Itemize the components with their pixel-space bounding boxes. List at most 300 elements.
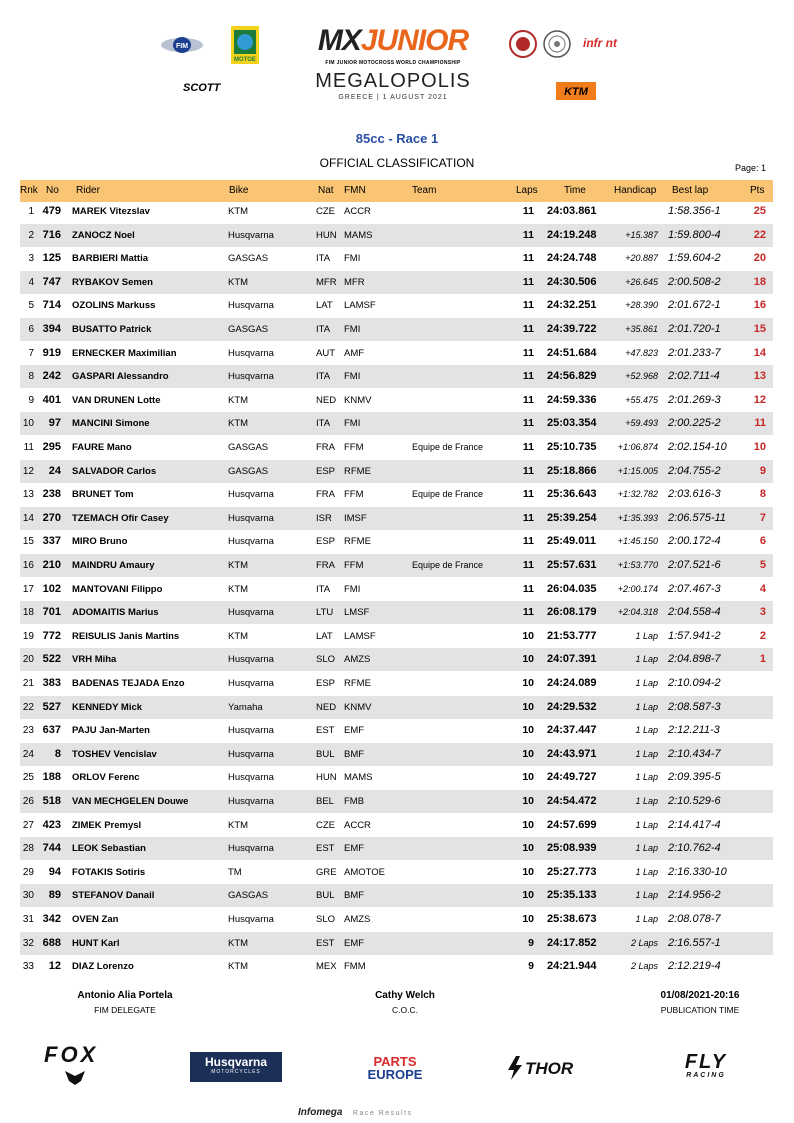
table-row <box>20 884 773 907</box>
nationality: LTU <box>316 607 334 619</box>
bike: GASGAS <box>228 442 269 453</box>
best-lap: 2:01.233-7 <box>668 346 721 359</box>
federation: RFME <box>344 678 371 689</box>
rider-name: ZANOCZ Noel <box>72 229 135 241</box>
rider-name: FOTAKIS Sotiris <box>72 866 146 878</box>
col-nat: Nat <box>318 185 334 196</box>
federation: RFME <box>344 465 371 477</box>
rider-name: PAJU Jan-Marten <box>72 725 150 737</box>
best-lap: 2:02.711-4 <box>668 370 720 383</box>
table-header <box>20 180 773 202</box>
bib-number: 423 <box>42 818 61 831</box>
rider-name: REISULIS Janis Martins <box>72 630 180 642</box>
rank: 16 <box>22 560 34 571</box>
table-row <box>20 743 773 766</box>
bib-number: 270 <box>42 511 61 524</box>
race-time: 24:49.727 <box>547 771 597 784</box>
bike: KTM <box>228 560 249 571</box>
bike: Husqvarna <box>228 772 274 784</box>
fox-label: FOX <box>44 1042 99 1067</box>
nationality: LAT <box>316 300 333 312</box>
nationality: GRE <box>316 866 337 878</box>
laps: 9 <box>528 960 534 973</box>
motoe-logo <box>231 26 259 64</box>
bike: KTM <box>228 937 249 949</box>
scott-label: SCOTT <box>183 82 221 94</box>
rider-name: VAN MECHGELEN Douwe <box>72 796 189 807</box>
laps: 10 <box>522 653 534 666</box>
best-lap: 2:06.575-11 <box>668 511 726 524</box>
nationality: LAT <box>316 630 333 642</box>
nationality: BUL <box>316 748 335 760</box>
laps: 11 <box>522 346 534 359</box>
best-lap: 2:00.508-2 <box>668 275 721 288</box>
race-time: 25:36.643 <box>547 488 597 501</box>
rank: 17 <box>22 583 34 595</box>
table-row <box>20 247 773 270</box>
bib-number: 8 <box>54 747 61 760</box>
rank: 26 <box>22 796 34 807</box>
nationality: CZE <box>316 206 335 217</box>
page-label: Page: 1 <box>735 163 767 173</box>
laps: 11 <box>522 464 534 477</box>
handicap: +59.493 <box>625 418 658 429</box>
bike: Husqvarna <box>228 678 274 689</box>
nationality: FRA <box>316 560 335 571</box>
best-lap: 1:59.604-2 <box>668 252 721 265</box>
table-row <box>20 955 773 978</box>
points: 9 <box>759 464 766 477</box>
bib-number: 24 <box>48 464 61 477</box>
rank: 23 <box>22 725 34 737</box>
table-row <box>20 530 773 553</box>
table-row <box>20 790 773 813</box>
federation: LMSF <box>344 607 370 619</box>
rider-name: HUNT Karl <box>72 937 120 949</box>
handicap: +28.390 <box>625 300 658 311</box>
nationality: ITA <box>316 324 331 335</box>
rider-name: BARBIERI Mattia <box>72 253 149 265</box>
handicap: +20.887 <box>625 253 658 264</box>
best-lap: 2:04.755-2 <box>668 464 721 477</box>
rider-name: DIAZ Lorenzo <box>72 961 134 973</box>
points: 2 <box>759 629 766 642</box>
laps: 11 <box>522 606 534 619</box>
race-time: 24:54.472 <box>547 795 597 807</box>
federation: RFME <box>344 536 371 548</box>
nationality: EST <box>316 843 335 855</box>
laps: 11 <box>522 559 534 571</box>
points: 8 <box>759 488 766 501</box>
nationality: NED <box>316 394 337 406</box>
federation: AMF <box>344 347 365 359</box>
federation: FMB <box>344 796 365 807</box>
bike: GASGAS <box>228 324 269 335</box>
mx-subtitle: FIM JUNIOR MOTOCROSS WORLD CHAMPIONSHIP <box>325 60 461 66</box>
coc-name: Cathy Welch <box>375 990 435 1001</box>
bib-number: 716 <box>42 228 61 241</box>
race-time: 24:07.391 <box>547 653 597 666</box>
table-row <box>20 719 773 742</box>
race-time: 24:32.251 <box>547 299 597 312</box>
laps: 10 <box>522 865 534 878</box>
fly-racing-logo <box>660 1052 752 1084</box>
rider-name: VRH Miha <box>72 654 117 666</box>
best-lap: 2:12.211-3 <box>668 724 720 737</box>
table-row <box>20 412 773 435</box>
delegate-role: FIM DELEGATE <box>94 1005 156 1015</box>
points: 5 <box>759 559 766 571</box>
nationality: MEX <box>316 961 337 973</box>
handicap: +55.475 <box>625 394 658 405</box>
race-time: 24:30.506 <box>547 275 597 288</box>
laps: 11 <box>522 393 534 406</box>
bike: KTM <box>228 276 249 288</box>
best-lap: 2:10.529-6 <box>668 795 721 807</box>
rank: 9 <box>28 394 34 406</box>
fox-logo <box>44 1042 98 1068</box>
bib-number: 518 <box>42 795 61 807</box>
nationality: ITA <box>316 583 331 595</box>
rider-name: BADENAS TEJADA Enzo <box>72 678 185 689</box>
handicap: +2:04.318 <box>617 607 658 618</box>
bib-number: 188 <box>42 771 61 784</box>
federation: MAMS <box>344 772 373 784</box>
handicap: 1 Lap <box>635 772 658 783</box>
bike: Husqvarna <box>228 654 274 666</box>
best-lap: 2:01.672-1 <box>668 299 721 312</box>
handicap: 1 Lap <box>635 654 658 665</box>
rider-name: LEOK Sebastian <box>72 843 146 855</box>
fim-logo <box>160 36 204 54</box>
rank: 5 <box>28 300 34 312</box>
federation: FMI <box>344 324 361 335</box>
handicap: +35.861 <box>625 324 658 334</box>
rank: 12 <box>22 465 34 477</box>
table-row <box>20 861 773 884</box>
handicap: 1 Lap <box>635 701 658 712</box>
best-lap: 2:00.172-4 <box>668 535 721 548</box>
bike: Husqvarna <box>228 371 274 383</box>
nationality: SLO <box>316 654 336 666</box>
bib-number: 527 <box>42 700 61 713</box>
handicap: 1 Lap <box>635 914 658 924</box>
federation: BMF <box>344 748 365 760</box>
handicap: 2 Laps <box>630 961 658 972</box>
federation: AMOTOE <box>344 866 385 878</box>
handicap: 1 Lap <box>635 796 658 806</box>
table-row <box>20 342 773 365</box>
nationality: FRA <box>316 489 335 501</box>
rider-name: SALVADOR Carlos <box>72 465 157 477</box>
table-row <box>20 271 773 294</box>
race-time: 24:29.532 <box>547 700 597 713</box>
bike: Husqvarna <box>228 914 274 925</box>
rank: 11 <box>23 442 34 453</box>
bike: Husqvarna <box>228 512 274 524</box>
points: 14 <box>753 346 766 359</box>
mx-title-a: MX <box>317 24 361 57</box>
laps: 10 <box>522 771 534 784</box>
rider-name: OZOLINS Markuss <box>72 300 156 312</box>
col-fmn: FMN <box>344 185 366 196</box>
federation: BMF <box>344 890 365 902</box>
table-row <box>20 389 773 412</box>
laps: 10 <box>522 795 534 807</box>
rank: 33 <box>22 961 34 973</box>
points: 6 <box>759 535 766 548</box>
laps: 10 <box>522 889 534 902</box>
venue-name: MEGALOPOLIS <box>315 70 471 92</box>
rider-name: MAINDRU Amaury <box>72 560 155 571</box>
rank: 27 <box>22 819 34 831</box>
rank: 10 <box>22 418 34 430</box>
race-time: 25:18.866 <box>547 464 597 477</box>
laps: 10 <box>522 629 534 642</box>
rider-name: OVEN Zan <box>72 914 119 925</box>
best-lap: 1:58.356-1 <box>668 205 721 217</box>
table-row <box>20 294 773 317</box>
best-lap: 2:03.616-3 <box>668 488 721 501</box>
parts-europe-logo <box>358 1055 432 1081</box>
rider-name: RYBAKOV Semen <box>72 276 153 288</box>
bib-number: 295 <box>42 441 61 453</box>
best-lap: 2:07.467-3 <box>668 582 721 595</box>
race-time: 24:24.089 <box>547 677 597 689</box>
federation: KNMV <box>344 701 372 713</box>
points: 15 <box>753 323 766 335</box>
handicap: 1 Lap <box>635 819 658 830</box>
bib-number: 383 <box>42 677 61 689</box>
handicap: 1 Lap <box>635 866 658 877</box>
laps: 9 <box>528 936 534 949</box>
table-row <box>20 672 773 695</box>
team: Equipe de France <box>412 560 484 570</box>
ktm-label: KTM <box>564 86 588 98</box>
col-rider: Rider <box>76 185 100 196</box>
best-lap: 2:00.225-2 <box>668 417 721 430</box>
bib-number: 125 <box>42 252 61 265</box>
race-time: 25:27.773 <box>547 865 597 878</box>
bike: Husqvarna <box>228 536 274 548</box>
col-team: Team <box>412 185 437 196</box>
federation: MFR <box>344 276 365 288</box>
bib-number: 701 <box>42 606 61 619</box>
laps: 11 <box>522 441 534 453</box>
rank: 28 <box>22 843 34 855</box>
best-lap: 2:12.219-4 <box>668 960 721 973</box>
bike: Husqvarna <box>228 725 274 737</box>
team: Equipe de France <box>412 442 484 452</box>
laps: 11 <box>522 370 534 383</box>
table-row <box>20 766 773 789</box>
bike: GASGAS <box>228 890 269 902</box>
table-row <box>20 625 773 648</box>
points: 20 <box>753 252 766 265</box>
parts-label: PARTS <box>373 1054 417 1069</box>
race-time: 25:49.011 <box>547 535 596 548</box>
nationality: HUN <box>316 229 337 241</box>
nationality: AUT <box>316 347 335 359</box>
rank: 32 <box>22 937 34 949</box>
husqvarna-sub: MOTORCYCLES <box>211 1069 261 1075</box>
laps: 11 <box>522 417 534 430</box>
best-lap: 2:08.078-7 <box>668 913 721 925</box>
handicap: +47.823 <box>625 347 658 358</box>
bike: KTM <box>228 206 249 217</box>
race-time: 24:43.971 <box>547 747 597 760</box>
venue-date: GREECE | 1 AUGUST 2021 <box>338 94 448 101</box>
rank: 4 <box>28 276 34 288</box>
rider-name: BRUNET Tom <box>72 489 134 501</box>
table-row <box>20 908 773 931</box>
europe-label: EUROPE <box>367 1067 423 1082</box>
rider-name: TZEMACH Ofir Casey <box>72 512 169 524</box>
table-row <box>20 837 773 860</box>
handicap: 1 Lap <box>635 843 658 854</box>
rank: 3 <box>28 253 34 265</box>
laps: 10 <box>522 724 534 737</box>
table-row <box>20 554 773 577</box>
bib-number: 89 <box>48 889 61 902</box>
table-row <box>20 318 773 341</box>
laps: 10 <box>522 700 534 713</box>
rider-name: BUSATTO Patrick <box>72 324 152 335</box>
bib-number: 714 <box>42 299 61 312</box>
rider-name: ADOMAITIS Marius <box>72 607 159 619</box>
race-time: 24:03.861 <box>547 205 597 217</box>
bike: Husqvarna <box>228 607 274 619</box>
bike: KTM <box>228 418 249 430</box>
table-row <box>20 578 773 601</box>
bib-number: 522 <box>42 653 61 666</box>
bib-number: 688 <box>42 936 61 949</box>
bib-number: 210 <box>42 559 61 571</box>
rider-name: ORLOV Ferenc <box>72 772 140 784</box>
handicap: +52.968 <box>625 371 658 382</box>
laps: 11 <box>522 205 534 217</box>
bib-number: 394 <box>42 323 61 335</box>
handicap: 1 Lap <box>635 890 658 901</box>
best-lap: 2:10.094-2 <box>668 677 721 689</box>
laps: 11 <box>522 488 534 501</box>
infomega-logo <box>298 1102 498 1120</box>
race-time: 24:57.699 <box>547 818 597 831</box>
race-time: 24:24.748 <box>547 252 597 265</box>
bike: GASGAS <box>228 253 269 265</box>
laps: 10 <box>522 842 534 855</box>
federation: FFM <box>344 442 364 453</box>
laps: 11 <box>522 228 534 241</box>
laps: 11 <box>522 275 534 288</box>
rank: 29 <box>22 866 34 878</box>
points: 18 <box>753 275 766 288</box>
laps: 11 <box>522 511 534 524</box>
race-time: 24:51.684 <box>547 346 597 359</box>
points: 3 <box>759 606 766 619</box>
ktm-logo <box>556 82 596 100</box>
rank: 18 <box>22 607 34 619</box>
laps: 11 <box>522 252 534 265</box>
best-lap: 2:08.587-3 <box>668 700 721 713</box>
race-time: 25:57.631 <box>547 559 597 571</box>
race-time: 24:39.722 <box>547 323 597 335</box>
race-title: 85cc - Race 1 <box>355 131 439 146</box>
table-row <box>20 648 773 671</box>
publication-time <box>630 990 770 1015</box>
rank: 20 <box>22 654 34 666</box>
bike: KTM <box>228 583 249 595</box>
best-lap: 2:16.330-10 <box>668 865 727 878</box>
race-time: 25:03.354 <box>547 417 597 430</box>
race-time: 25:39.254 <box>547 511 597 524</box>
bib-number: 772 <box>42 629 61 642</box>
rider-name: ERNECKER Maximilian <box>72 347 177 359</box>
bib-number: 919 <box>42 346 61 359</box>
best-lap: 1:57.941-2 <box>668 629 721 642</box>
col-time: Time <box>564 185 586 196</box>
rider-name: ZIMEK Premysl <box>72 819 142 831</box>
federation: EMF <box>344 725 365 737</box>
race-time: 25:38.673 <box>547 913 597 925</box>
best-lap: 2:14.417-4 <box>668 818 721 831</box>
mx-title-b: JUNIOR <box>360 24 469 57</box>
bib-number: 637 <box>42 724 61 737</box>
nationality: ESP <box>316 465 336 477</box>
rider-name: VAN DRUNEN Lotte <box>72 394 161 406</box>
handicap: 1 Lap <box>635 725 658 736</box>
best-lap: 2:10.434-7 <box>668 747 721 760</box>
bike: GASGAS <box>228 465 269 477</box>
best-lap: 2:04.898-7 <box>668 653 721 666</box>
rider-name: GASPARI Alessandro <box>72 371 169 383</box>
bike: TM <box>228 866 242 878</box>
best-lap: 2:01.720-1 <box>668 323 721 335</box>
points: 12 <box>753 393 766 406</box>
points: 7 <box>759 511 766 524</box>
laps: 11 <box>522 299 534 312</box>
table-row <box>20 460 773 483</box>
federation: KNMV <box>344 394 372 406</box>
federation: LAMSF <box>344 630 376 642</box>
rank: 24 <box>22 748 34 760</box>
bib-number: 12 <box>48 960 61 973</box>
handicap: 1 Lap <box>635 678 658 688</box>
bike: KTM <box>228 961 249 973</box>
husqvarna-logo <box>190 1052 282 1082</box>
bike: Husqvarna <box>228 796 274 807</box>
bib-number: 94 <box>48 865 61 878</box>
bib-number: 238 <box>42 488 61 501</box>
nationality: BUL <box>316 890 335 902</box>
nationality: MFR <box>316 276 337 288</box>
col-rnk: Rnk <box>20 185 38 196</box>
best-lap: 2:14.956-2 <box>668 889 721 902</box>
federation: FMI <box>344 418 361 430</box>
laps: 11 <box>522 582 534 595</box>
handicap: +1:35.393 <box>617 512 658 523</box>
bib-number: 102 <box>42 582 61 595</box>
race-time: 24:56.829 <box>547 370 597 383</box>
federation: FFM <box>344 489 364 501</box>
municipality-seal <box>543 30 571 58</box>
laps: 10 <box>522 818 534 831</box>
federation: ACCR <box>344 206 371 217</box>
race-time: 25:35.133 <box>547 889 597 902</box>
laps: 11 <box>522 535 534 548</box>
race-time: 24:19.248 <box>547 228 597 241</box>
race-time: 25:08.939 <box>547 842 597 855</box>
